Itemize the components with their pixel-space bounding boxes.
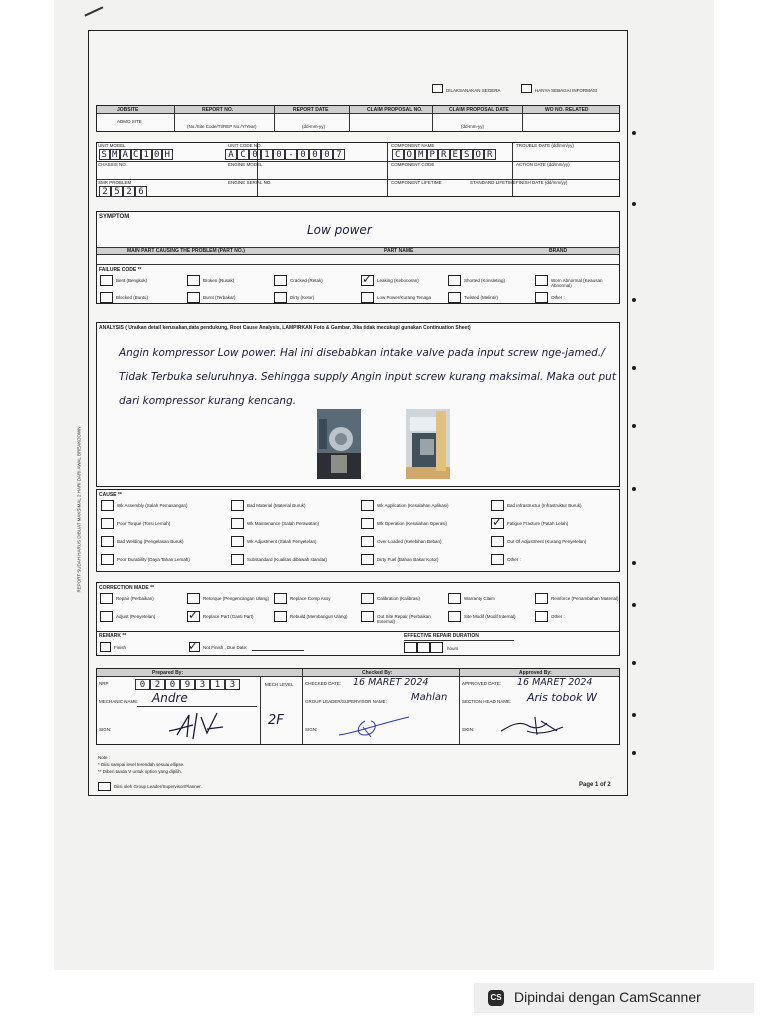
unit.component_name-cell: R: [438, 149, 450, 160]
option-label: Replace Comp Assy: [290, 596, 331, 601]
jobsite-value: ADMO SITE: [117, 119, 142, 124]
execute-immediately-label: DILAKSANAKAN SEGERA: [446, 88, 501, 93]
approved-by-header: Approved By:: [519, 670, 552, 676]
unit-code-label: UNIT CODE NO.: [228, 143, 262, 148]
option-label: Wk Adjustment (Salah Penyetelan): [247, 539, 317, 544]
option-label: Retorque (Pengencangan Ulang): [203, 596, 270, 601]
not-finish-label: Not Finish , Due Date:: [203, 645, 248, 650]
side-note-anchor: [76, 426, 82, 593]
unit.component_name-cell: E: [450, 149, 462, 160]
chassis-no-label: CHASSIS NO.: [98, 162, 128, 167]
option-label: Adjust (Penyetelan): [116, 614, 156, 619]
option-checkbox[interactable]: [361, 518, 374, 529]
unit.component_name-cell: C: [392, 149, 404, 160]
side-note: REPORT SUDAH HARUS DIBUAT MAKSIMAL 2 HARI DARI AWAL BREAKDOWN: [76, 426, 82, 593]
execute-immediately-checkbox[interactable]: [432, 84, 443, 93]
option-checkbox[interactable]: [101, 518, 114, 529]
component-name-label: COMPONENT NAME: [391, 143, 435, 148]
option-label: Blocked (Buntu): [116, 295, 149, 300]
option-label: Burnt (Terbakar): [203, 295, 236, 300]
mechanic-name-label: MECHANIC NAME:: [99, 699, 139, 704]
approval.nrp-cell: 1: [210, 679, 225, 690]
approver-sign-label: SIGN:: [462, 727, 475, 732]
option-label: Reinforce (Penambahan Material): [551, 596, 619, 601]
checker-sign-label: SIGN:: [305, 727, 318, 732]
option-checkbox[interactable]: [100, 275, 113, 286]
option-label: Bad Material (Material Buruk): [247, 503, 306, 508]
binder-hole: [632, 661, 636, 665]
option-checkbox[interactable]: [361, 292, 374, 303]
approval-section: [96, 668, 620, 745]
option-checkbox[interactable]: [187, 275, 200, 286]
option-label: Fatigue Fracture (Patah Lelah): [507, 521, 569, 526]
option-checkbox[interactable]: [101, 554, 114, 565]
option-label: Rebuild (Membangun Ulang): [290, 614, 348, 619]
unit.smr-cell: 6: [135, 186, 147, 197]
checked-date-value: 16 MARET 2024: [353, 677, 429, 688]
unit.component_name-cell: S: [461, 149, 473, 160]
component-code-label: COMPONENT CODE: [391, 162, 435, 167]
section-head-name-value: Aris tobok W: [527, 691, 597, 704]
option-label: Poor Torque (Torsi Lemah): [117, 521, 171, 526]
option-checkbox[interactable]: [274, 275, 287, 286]
option-checkbox[interactable]: [535, 611, 548, 622]
analysis-section: [96, 322, 620, 487]
option-label: Broken (Rusak): [203, 278, 235, 283]
unit.component_name-cell: R: [484, 149, 496, 160]
option-label: Other :: [507, 557, 521, 562]
option-label: Replace Part (Ganti Part): [203, 614, 254, 619]
option-label: Over Loaded (Kelebihan Beban): [377, 539, 442, 544]
binder-hole: [632, 603, 636, 607]
option-checkbox[interactable]: [231, 554, 244, 565]
option-label: Out Site Repair (Perbaikan External): [377, 614, 431, 624]
smr-label: SMR PROBLEM: [98, 180, 132, 185]
option-checkbox[interactable]: [100, 292, 113, 303]
unit.unit_code-cell: 0: [249, 149, 261, 160]
unit.unit_model-cell: M: [110, 149, 121, 160]
option-label: Warranty Claim: [464, 596, 495, 601]
binder-hole: [632, 131, 636, 135]
binder-hole: [632, 487, 636, 491]
information-only-checkbox[interactable]: [521, 84, 532, 93]
duration-cell-2[interactable]: [417, 642, 430, 653]
unit-model-label: UNIT MODEL: [98, 143, 126, 148]
option-label: Substandard (Kualitas dibawah standar): [247, 557, 328, 562]
option-checkbox[interactable]: [491, 536, 504, 547]
option-label: Out Of Adjustment (Kurang Penyetelan): [507, 539, 587, 544]
checkmark-icon: ✓: [362, 272, 373, 286]
correction-label: CORRECTION MADE **: [99, 585, 155, 591]
option-label: Worn Abnormal (Keausan Abnormal): [551, 278, 603, 288]
report-no-format: (No./Site Code/TI/REP No./Y/Year): [187, 124, 257, 129]
prepared-by-header: Prepared By:: [152, 670, 184, 676]
approval.nrp-cell: 9: [180, 679, 195, 690]
option-label: Dirty Fuel (Bahan Bakar Kotor): [377, 557, 439, 562]
compressor-photo-2: [406, 409, 450, 479]
binder-hole: [632, 424, 636, 428]
approval.nrp-cell: 2: [150, 679, 165, 690]
failure-code-label: FAILURE CODE **: [99, 267, 142, 273]
correction-section: [96, 582, 620, 632]
mechanic-name-value: Andre: [152, 691, 188, 705]
report-date-format: (dd-mm-yy): [302, 124, 325, 129]
approved-date-value: 16 MARET 2024: [517, 677, 593, 688]
finish-date-label: FINISH DATE (dd/mm/yy): [516, 180, 568, 185]
reference-table: [96, 105, 620, 132]
option-checkbox[interactable]: [101, 500, 114, 511]
option-checkbox[interactable]: [231, 536, 244, 547]
approval.nrp-cell: 3: [225, 679, 240, 690]
note-line-1: * Diisi sampai level terendah sesuai ellipse.: [98, 762, 185, 767]
option-label: Other :: [551, 295, 565, 300]
brand-header: BRAND: [549, 248, 568, 254]
binder-hole: [632, 561, 636, 565]
option-label: Shorted (Konsleting): [464, 278, 506, 283]
symptom-label: SYMPTOM: [99, 214, 130, 220]
unit.unit_code-cell: 1: [261, 149, 273, 160]
option-checkbox[interactable]: [231, 518, 244, 529]
option-label: Wk Operation (Kesalahan Operasi): [377, 521, 448, 526]
option-checkbox[interactable]: [491, 554, 504, 565]
binder-hole: [632, 713, 636, 717]
option-checkbox[interactable]: [274, 292, 287, 303]
standard-lifetime-label: STANDARD LIFETIME: [470, 180, 516, 185]
option-checkbox[interactable]: [535, 292, 548, 303]
unit.unit_code-cell: 0: [321, 149, 333, 160]
jobsite-header: JOBSITE: [117, 107, 139, 113]
symptom-value: Low power: [307, 223, 372, 237]
checkmark-icon: ✓: [492, 515, 503, 529]
option-label: Twisted (Melintir): [464, 295, 499, 300]
option-checkbox[interactable]: [361, 593, 374, 604]
section-head-name-label: SECTION HEAD NAME:: [462, 699, 512, 704]
option-label: Bad Infrastructur (Infrastruktur Buruk): [507, 503, 582, 508]
unit.component_name-cell: P: [427, 149, 439, 160]
duration-cell-3[interactable]: [430, 642, 443, 653]
remark-section: [96, 631, 620, 656]
wo-no-related-header: WO NO. RELATED: [545, 107, 589, 113]
option-checkbox[interactable]: [361, 500, 374, 511]
cause-label: CAUSE **: [99, 492, 122, 498]
unit.unit_model-cell: H: [162, 149, 173, 160]
symptom-section: [96, 211, 620, 304]
unit.unit_code-cell: 0: [297, 149, 309, 160]
information-only-label: HANYA SEBAGAI INFORMASI: [535, 88, 598, 93]
binder-hole: [632, 366, 636, 370]
option-checkbox[interactable]: [100, 611, 113, 622]
mech-level-label: MECH LEVEL: [265, 682, 294, 687]
analysis-text: Angin kompressor Low power. Hal ini disebabkan intake valve pada input screw nge-jamed./ Tidak Terbuka seluruhnya. Sehingga supply Angin input screw kurang maksimal. Maka out put dari kompressor kurang kencang.: [119, 347, 616, 407]
option-label: Wk Application (Kesalahan Aplikasi): [377, 503, 449, 508]
engine-model-label: ENGINE MODEL: [228, 162, 263, 167]
checked-by-header: Checked By:: [362, 670, 393, 676]
option-checkbox[interactable]: [361, 536, 374, 547]
claim-proposal-date-header: CLAIM PROPOSAL DATE: [449, 107, 509, 113]
note-box: [98, 782, 111, 791]
report-no-header: REPORT NO.: [202, 107, 234, 113]
component-lifetime-label: COMPONENT LIFETIME: [391, 180, 442, 185]
claim-proposal-no-header: CLAIM PROPOSAL NO.: [367, 107, 423, 113]
unit.component_name-cell: O: [404, 149, 416, 160]
camscanner-logo-icon: CS: [488, 990, 504, 1006]
option-label: Repair (Perbaikan): [116, 596, 154, 601]
part-name-header: PART NAME: [384, 248, 414, 254]
group-leader-name-value: Mahlan: [411, 692, 448, 703]
cause-section: [96, 489, 620, 572]
option-checkbox[interactable]: [535, 275, 548, 286]
option-label: Calibration (Kalibrasi): [377, 596, 421, 601]
approval.nrp-cell: 0: [165, 679, 180, 690]
unit-identification-table: [96, 142, 620, 197]
option-label: Low Power/Kurang Tenaga: [377, 295, 431, 300]
option-label: Bad Welding (Pengelasan Buruk): [117, 539, 184, 544]
note-line-4: Diisi oleh Group Leader/Supervisor/Planner.: [114, 784, 202, 789]
mech-level-value: 2F: [268, 713, 284, 728]
hours-label: hours: [447, 646, 459, 651]
unit.unit_code-cell: -: [285, 149, 297, 160]
trouble-date-label: TROUBLE DATE (dd/mm/yy): [516, 143, 574, 148]
analysis-label: ANALYSIS ( Uraikan detail kerusakan,data pendukung, Root Cause Analysis, LAMPIRKAN Foto & Gambar, Jika tidak mecukupi gunakan Continuation Sheet): [99, 325, 471, 331]
checked-date-label: CHECKED DATE:: [305, 681, 342, 686]
main-part-header: MAIN PART CAUSING THE PROBLEM (PART NO.): [127, 248, 245, 254]
option-checkbox[interactable]: [101, 536, 114, 547]
unit.component_name-cell: O: [473, 149, 485, 160]
unit.smr-cell: 2: [123, 186, 135, 197]
unit.unit_model-cell: 1: [141, 149, 152, 160]
approved-date-label: APPROVED DATE:: [462, 681, 502, 686]
unit.smr-cell: 2: [99, 186, 111, 197]
report-date-header: REPORT DATE: [293, 107, 329, 113]
option-label: Dirty (Kotor): [290, 295, 315, 300]
finish-label: Finish: [114, 645, 127, 650]
camscanner-badge: [474, 983, 754, 1013]
option-checkbox[interactable]: [187, 292, 200, 303]
option-label: Wk Maintenance (Salah Perawatan): [247, 521, 320, 526]
option-checkbox[interactable]: [448, 275, 461, 286]
option-label: Cracked (Retak): [290, 278, 323, 283]
binder-hole: [632, 751, 636, 755]
group-leader-name-label: GROUP LEADER/SUPERVISOR NAME:: [305, 699, 387, 704]
claim-date-format: (dd-mm-yy): [461, 124, 484, 129]
note-line-2: ** Diberi tanda V untuk option yang dipilih.: [98, 769, 183, 774]
binder-hole: [632, 298, 636, 302]
unit.unit_code-cell: 0: [273, 149, 285, 160]
action-date-label: ACTION DATE (dd/mm/yy): [516, 162, 570, 167]
option-checkbox[interactable]: [535, 593, 548, 604]
compressor-photo-1: [317, 409, 361, 479]
unit.unit_model-cell: C: [131, 149, 142, 160]
mechanic-sign-label: SIGN:: [99, 727, 112, 732]
option-checkbox[interactable]: [448, 292, 461, 303]
unit.smr-cell: 5: [111, 186, 123, 197]
unit.unit_model-cell: S: [99, 149, 110, 160]
unit.unit_code-cell: 7: [333, 149, 345, 160]
option-label: Bent (Bengkok): [116, 278, 148, 283]
approval.nrp-cell: 0: [135, 679, 150, 690]
approval.nrp-cell: 3: [195, 679, 210, 690]
unit.unit_code-cell: A: [225, 149, 237, 160]
unit.component_name-cell: M: [415, 149, 427, 160]
option-label: Site Modif (Modif Internal): [464, 614, 516, 619]
binder-hole: [632, 202, 636, 206]
mechanic-signature-icon: [167, 709, 227, 741]
option-checkbox[interactable]: [448, 611, 461, 622]
option-checkbox[interactable]: [100, 593, 113, 604]
option-label: Leaking (Kebocoran): [377, 278, 419, 283]
checker-signature-icon: [335, 713, 415, 741]
effective-repair-duration-label: EFFECTIVE REPAIR DURATION: [404, 633, 479, 639]
option-checkbox[interactable]: [491, 500, 504, 511]
option-checkbox[interactable]: [274, 611, 287, 622]
unit.unit_code-cell: C: [237, 149, 249, 160]
option-checkbox[interactable]: [274, 593, 287, 604]
approver-signature-icon: [497, 711, 567, 739]
remark-label: REMARK **: [99, 633, 127, 639]
note-label: Note :: [98, 755, 111, 760]
page-indicator: Page 1 of 2: [579, 782, 611, 788]
technical-information-form: [88, 30, 628, 796]
unit.unit_model-cell: A: [120, 149, 131, 160]
option-checkbox[interactable]: [361, 611, 374, 622]
duration-cell-1[interactable]: [404, 642, 417, 653]
engine-serial-label: ENGINE SERIAL NO.: [228, 180, 272, 185]
option-checkbox[interactable]: [361, 554, 374, 565]
option-checkbox[interactable]: [231, 500, 244, 511]
option-label: Wk Assembly (Salah Pemasangan): [117, 503, 188, 508]
option-checkbox[interactable]: [448, 593, 461, 604]
option-label: Poor Durability (Daya Tahan Lemah): [117, 557, 190, 562]
finish-checkbox[interactable]: [100, 642, 111, 652]
not-finish-checkmark-icon: ✓: [188, 639, 199, 653]
camscanner-text: Dipindai dengan CamScanner: [514, 989, 701, 1005]
checkmark-icon: ✓: [188, 608, 199, 622]
unit.unit_code-cell: 0: [309, 149, 321, 160]
option-checkbox[interactable]: [187, 593, 200, 604]
unit.unit_model-cell: 0: [152, 149, 163, 160]
option-label: Other :: [551, 614, 565, 619]
nrp-label: NRP: [99, 681, 109, 686]
